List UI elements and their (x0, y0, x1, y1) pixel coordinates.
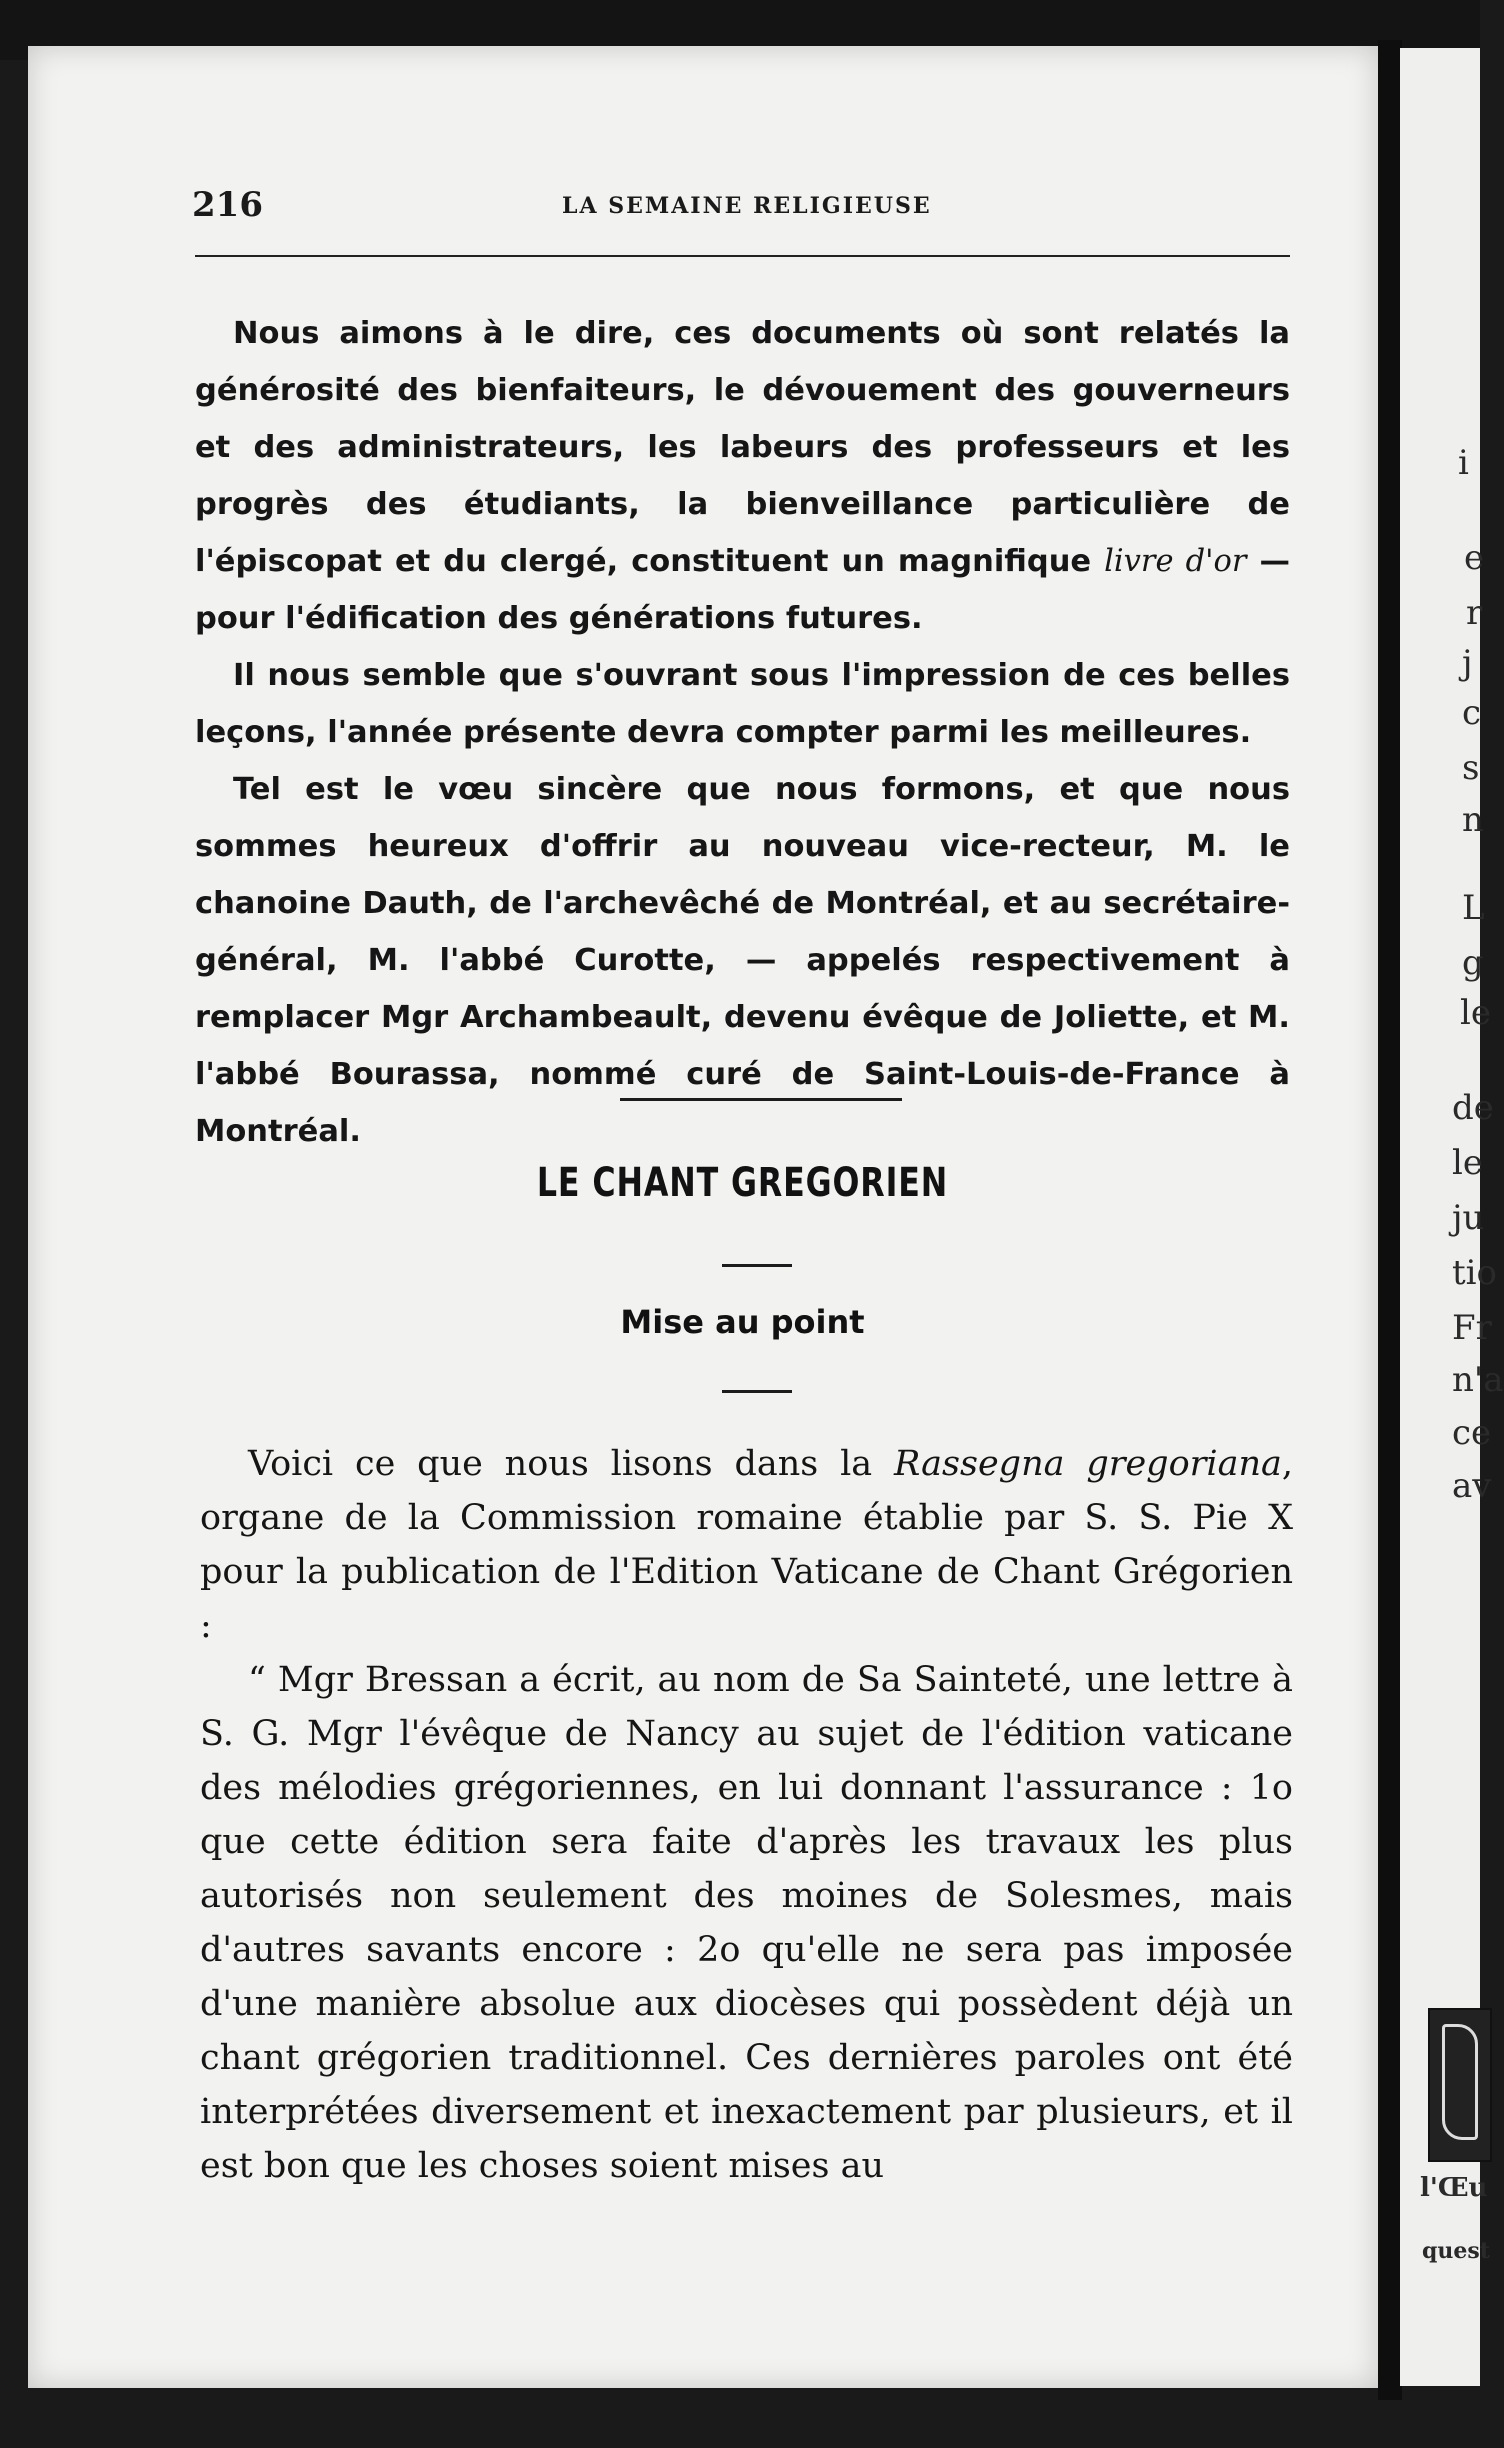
adjacent-page (1400, 48, 1504, 2386)
adjacent-text-fragment: n'a (1452, 1360, 1504, 1400)
adjacent-text-fragment: r (1466, 593, 1483, 633)
paragraph (200, 1437, 1293, 1653)
subtitle-rule (722, 1390, 792, 1393)
adjacent-text-fragment: ce (1452, 1413, 1492, 1453)
adjacent-text-fragment: Fr (1452, 1308, 1492, 1348)
adjacent-text-fragment: le (1460, 993, 1491, 1033)
paragraph: “ Mgr Bressan a écrit, au nom de Sa Sainteté, une lettre à S. G. Mgr l'évêque de Nancy au sujet de l'édition vaticane des mélodies grégoriennes, en lui donnant l'assurance : 1o que cette édition sera faite d'après les travaux les plus autorisés non seulement des moines de Solesmes, mais d'autres savants encore : 2o qu'elle ne sera pas imposée d'une manière absolue aux diocèses qui possèdent déjà un chant grégorien traditionnel. Ces dernières paroles ont été interprétées diversement et inexactement par plusieurs, et il est bon que les choses soient mises au (200, 1660, 1293, 2186)
adjacent-text-fragment: c (1462, 693, 1482, 733)
header-rule (195, 255, 1290, 257)
paragraph-text: Voici ce que nous lisons dans la (248, 1444, 894, 1484)
article-text (200, 1437, 1293, 2193)
adjacent-text-fragment: quest (1422, 2238, 1490, 2264)
paragraph: Il nous semble que s'ouvrant sous l'impression de ces belles leçons, l'année présente devra compter parmi les meilleures. (195, 658, 1290, 750)
running-head: LA SEMAINE RELIGIEUSE (562, 193, 932, 219)
paragraph: Tel est le vœu sincère que nous formons, et que nous sommes heureux d'offrir au nouveau vice-recteur, M. le chanoine Dauth, de l'archevêché de Montréal, et au secrétaire-général, M. l'abbé Curotte, — appelés respectivement à remplacer Mgr Archambeault, devenu évêque de Joliette, et M. l'abbé Bourassa, nommé curé de Saint-Louis-de-France à Montréal. (195, 772, 1290, 1149)
ornamental-initial-icon (1428, 2008, 1492, 2162)
paragraph-text: — pour l'édification des générations futures. (195, 544, 1290, 636)
adjacent-text-fragment: e (1464, 538, 1485, 578)
adjacent-text-fragment: j (1462, 643, 1473, 683)
adjacent-text-fragment: le (1452, 1143, 1483, 1183)
adjacent-text-fragment: de (1452, 1088, 1494, 1128)
title-rule (722, 1264, 792, 1267)
page-number: 216 (192, 185, 263, 225)
adjacent-text-fragment: g (1462, 943, 1484, 983)
paragraph-text: , organe de la Commission romaine établie par S. S. Pie X pour la publication de l'Edition Vaticane de Chant Grégorien : (200, 1444, 1293, 1646)
book-gutter (1378, 40, 1402, 2400)
adjacent-text-fragment: i (1458, 443, 1469, 483)
section-divider (620, 1098, 902, 1101)
adjacent-text-fragment: n (1462, 800, 1484, 840)
paragraph-text: Nous aimons à le dire, ces documents où sont relatés la générosité des bienfaiteurs, le dévouement des gouverneurs et des administrateurs, les labeurs des professeurs et les progrès des étudiants, la bienveillance particulière de l'épiscopat et du clergé, constituent un magnifique (195, 316, 1290, 579)
adjacent-text-fragment: av (1452, 1466, 1492, 1506)
adjacent-text-fragment: L (1462, 888, 1485, 928)
italic-text: livre d'or (1104, 544, 1247, 579)
italic-text: Rassegna gregoriana (894, 1444, 1282, 1484)
section-title: LE CHANT GREGORIEN (536, 1160, 949, 1206)
paragraph (195, 305, 1290, 647)
adjacent-text-fragment: s (1462, 748, 1480, 788)
page-header (192, 185, 1292, 235)
intro-text (195, 305, 1290, 1160)
adjacent-text-fragment: tio (1452, 1253, 1498, 1293)
adjacent-text-fragment: ju (1452, 1198, 1485, 1238)
adjacent-text-fragment: l'Œu (1420, 2173, 1488, 2203)
section-subtitle: Mise au point (620, 1303, 865, 1341)
